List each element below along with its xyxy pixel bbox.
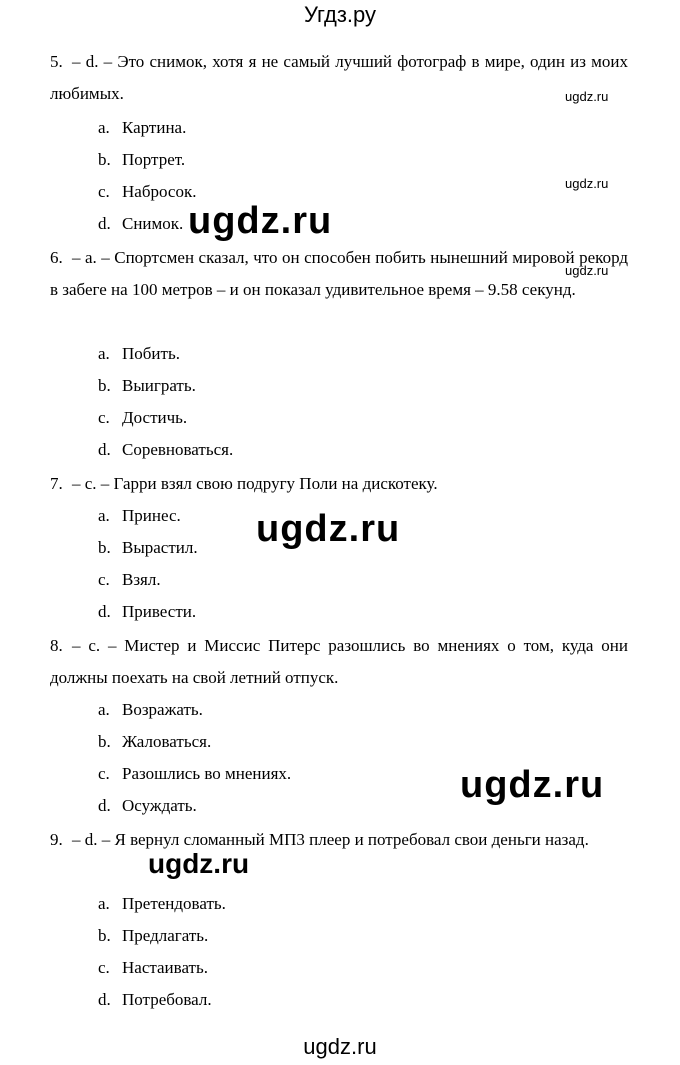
option-letter: c. bbox=[98, 958, 110, 977]
question-text: – a. – Спортсмен сказал, что он способен побить нынешний мировой рекорд в забеге на 100 метров – и он показал удивительное время – 9.58 секунд. bbox=[50, 248, 628, 299]
option-letter: a. bbox=[98, 118, 110, 137]
question-5 bbox=[50, 46, 628, 110]
question-number: 5. bbox=[50, 52, 63, 71]
page-title: Угдз.ру bbox=[303, 2, 377, 27]
option-8c bbox=[98, 764, 291, 784]
option-8a bbox=[98, 700, 203, 720]
option-text: Предлагать. bbox=[122, 926, 209, 945]
option-letter: d. bbox=[98, 990, 111, 1009]
watermark-big: ugdz.ru bbox=[460, 764, 605, 806]
option-7d bbox=[98, 602, 196, 622]
question-8 bbox=[50, 630, 628, 694]
option-letter: d. bbox=[98, 796, 111, 815]
option-6c bbox=[98, 408, 187, 428]
option-text: Побить. bbox=[122, 344, 180, 363]
option-letter: b. bbox=[98, 732, 111, 751]
option-letter: c. bbox=[98, 764, 110, 783]
question-text: – c. – Мистер и Миссис Питерс разошлись во мнениях о том, куда они должны поехать на свой летний отпуск. bbox=[50, 636, 628, 687]
option-letter: b. bbox=[98, 538, 111, 557]
option-letter: c. bbox=[98, 408, 110, 427]
option-text: Взял. bbox=[122, 570, 161, 589]
watermark-big: ugdz.ru bbox=[256, 508, 401, 550]
option-text: Достичь. bbox=[122, 408, 188, 427]
option-letter: a. bbox=[98, 344, 110, 363]
question-text: – d. – Я вернул сломанный МП3 плеер и потребовал свои деньги назад. bbox=[72, 830, 589, 849]
option-letter: a. bbox=[98, 506, 110, 525]
option-text: Картина. bbox=[122, 118, 187, 137]
option-letter: b. bbox=[98, 376, 111, 395]
option-letter: b. bbox=[98, 150, 111, 169]
watermark-small: ugdz.ru bbox=[565, 89, 609, 104]
question-number: 6. bbox=[50, 248, 63, 267]
option-text: Разошлись во мнениях. bbox=[122, 764, 292, 783]
option-5c bbox=[98, 182, 196, 202]
option-9a bbox=[98, 894, 226, 914]
question-number: 9. bbox=[50, 830, 63, 849]
option-text: Набросок. bbox=[122, 182, 197, 201]
option-text: Жаловаться. bbox=[122, 732, 212, 751]
option-9d bbox=[98, 990, 212, 1010]
option-6d bbox=[98, 440, 233, 460]
option-8d bbox=[98, 796, 197, 816]
option-letter: c. bbox=[98, 570, 110, 589]
option-5a bbox=[98, 118, 186, 138]
question-number: 7. bbox=[50, 474, 63, 493]
watermark-small: ugdz.ru bbox=[565, 176, 609, 191]
option-5b bbox=[98, 150, 185, 170]
option-text: Настаивать. bbox=[122, 958, 208, 977]
question-text: – c. – Гарри взял свою подругу Поли на дискотеку. bbox=[72, 474, 438, 493]
option-text: Вырастил. bbox=[122, 538, 198, 557]
option-letter: c. bbox=[98, 182, 110, 201]
option-text: Осуждать. bbox=[122, 796, 197, 815]
option-text: Снимок. bbox=[122, 214, 184, 233]
option-letter: a. bbox=[98, 894, 110, 913]
option-9c bbox=[98, 958, 208, 978]
question-9 bbox=[50, 824, 628, 856]
option-6a bbox=[98, 344, 180, 364]
question-number: 8. bbox=[50, 636, 63, 655]
option-5d bbox=[98, 214, 183, 234]
option-text: Соревноваться. bbox=[122, 440, 234, 459]
option-letter: b. bbox=[98, 926, 111, 945]
option-letter: d. bbox=[98, 440, 111, 459]
option-text: Принес. bbox=[122, 506, 181, 525]
option-text: Выиграть. bbox=[122, 376, 196, 395]
option-text: Портрет. bbox=[122, 150, 186, 169]
option-8b bbox=[98, 732, 211, 752]
option-letter: a. bbox=[98, 700, 110, 719]
option-text: Потребовал. bbox=[122, 990, 212, 1009]
option-9b bbox=[98, 926, 208, 946]
option-text: Возражать. bbox=[122, 700, 203, 719]
watermark-small: ugdz.ru bbox=[565, 263, 609, 278]
question-text: – d. – Это снимок, хотя я не самый лучший фотограф в мире, один из моих любимых. bbox=[50, 52, 628, 103]
option-letter: d. bbox=[98, 214, 111, 233]
question-6 bbox=[50, 242, 628, 306]
option-text: Претендовать. bbox=[122, 894, 226, 913]
watermark-mid: ugdz.ru bbox=[148, 848, 250, 879]
question-7 bbox=[50, 468, 628, 500]
option-7a bbox=[98, 506, 181, 526]
option-6b bbox=[98, 376, 196, 396]
option-7b bbox=[98, 538, 198, 558]
option-text: Привести. bbox=[122, 602, 197, 621]
footer-watermark: ugdz.ru bbox=[303, 1034, 377, 1059]
option-7c bbox=[98, 570, 161, 590]
option-letter: d. bbox=[98, 602, 111, 621]
watermark-big: ugdz.ru bbox=[188, 200, 333, 242]
